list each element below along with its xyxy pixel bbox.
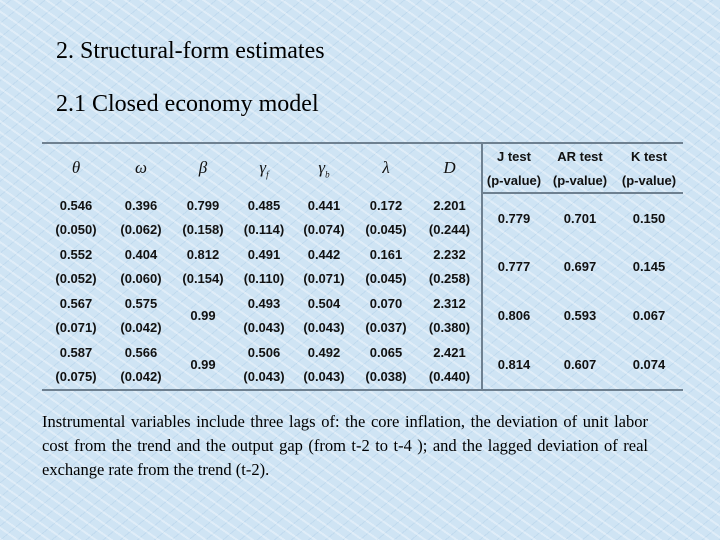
table-cell: 2.201 bbox=[433, 197, 466, 213]
header-row-params bbox=[42, 144, 683, 168]
table-cell: (0.045) bbox=[365, 222, 407, 238]
param-header: D bbox=[443, 157, 456, 177]
param-header: β bbox=[198, 157, 208, 177]
table-cell: (0.071) bbox=[303, 271, 345, 287]
param-header: $\gamma_f$ bbox=[259, 157, 269, 180]
table-cell: 0.99 bbox=[190, 357, 216, 372]
table-cell: 0.506 bbox=[247, 344, 281, 360]
test-cell: 0.806 bbox=[482, 291, 545, 340]
test-cell: 0.697 bbox=[563, 259, 597, 274]
test-cell: 0.777 bbox=[482, 242, 545, 291]
table-cell: 0.587 bbox=[59, 344, 93, 360]
test-subheader: (p-value) bbox=[545, 168, 615, 193]
test-header: J test bbox=[482, 144, 545, 168]
table-row-estimates bbox=[42, 193, 683, 218]
table-cell: (0.043) bbox=[303, 320, 345, 336]
slide-subtitle: 2.1 Closed economy model bbox=[56, 91, 319, 117]
table-cell: 0.442 bbox=[307, 246, 341, 262]
slide-title: 2. Structural-form estimates bbox=[56, 38, 325, 64]
table-cell: (0.440) bbox=[428, 369, 471, 385]
table-cell: (0.042) bbox=[120, 369, 162, 385]
table-cell: 2.232 bbox=[433, 246, 466, 262]
test-header: K test bbox=[630, 148, 668, 164]
table-cell: (0.075) bbox=[55, 369, 97, 385]
table-cell: 2.312 bbox=[433, 295, 466, 311]
table-cell: 0.799 bbox=[186, 197, 220, 213]
table-cell: (0.043) bbox=[243, 369, 285, 385]
test-cell: 0.814 bbox=[482, 340, 545, 389]
table-cell: (0.074) bbox=[303, 222, 345, 238]
table-cell: (0.052) bbox=[55, 271, 97, 287]
test-cell: 0.701 bbox=[563, 210, 597, 226]
table-cell: 0.485 bbox=[247, 197, 281, 213]
table-cell: (0.110) bbox=[243, 271, 285, 287]
table-cell: 0.172 bbox=[369, 197, 403, 213]
table-cell: 0.567 bbox=[59, 295, 93, 311]
table-cell: 0.99 bbox=[190, 308, 216, 323]
table-cell: 0.161 bbox=[369, 246, 403, 262]
test-header: AR test bbox=[557, 148, 603, 164]
table-cell: 0.441 bbox=[307, 197, 341, 213]
table-cell: 0.396 bbox=[124, 197, 158, 213]
table-cell: (0.043) bbox=[303, 369, 345, 385]
test-cell: 0.145 bbox=[632, 259, 666, 274]
table-cell: 0.070 bbox=[369, 295, 403, 311]
test-cell: 0.067 bbox=[632, 308, 666, 323]
table-cell: (0.050) bbox=[55, 222, 97, 238]
table-cell: 0.404 bbox=[124, 246, 158, 262]
table-cell: (0.244) bbox=[428, 222, 471, 238]
table-cell: 0.065 bbox=[369, 344, 403, 360]
test-cell: 0.150 bbox=[632, 210, 666, 226]
table-row-estimates bbox=[42, 242, 683, 267]
estimates-table-container bbox=[42, 142, 683, 391]
table-cell: (0.043) bbox=[243, 320, 285, 336]
table-cell: 0.575 bbox=[124, 295, 158, 311]
table-cell: (0.380) bbox=[428, 320, 471, 336]
table-cell: (0.042) bbox=[120, 320, 162, 336]
table-cell: 0.566 bbox=[124, 344, 158, 360]
table-cell: 0.491 bbox=[247, 246, 281, 262]
table-cell: (0.037) bbox=[365, 320, 407, 336]
table-cell: (0.071) bbox=[55, 320, 97, 336]
table-cell: 0.493 bbox=[247, 295, 281, 311]
table-cell: 0.552 bbox=[59, 246, 93, 262]
test-cell: 0.593 bbox=[563, 308, 597, 323]
test-cell: 0.607 bbox=[563, 357, 597, 372]
param-header: θ bbox=[71, 157, 81, 177]
test-subheader: (p-value) bbox=[482, 168, 545, 193]
table-cell: (0.154) bbox=[182, 271, 224, 287]
param-header: $\gamma_b$ bbox=[318, 157, 330, 180]
table-cell: (0.062) bbox=[120, 222, 162, 238]
table-cell: (0.060) bbox=[120, 271, 162, 287]
test-cell: 0.074 bbox=[632, 357, 666, 372]
param-header: ω bbox=[134, 157, 147, 177]
table-cell: 0.492 bbox=[307, 344, 341, 360]
table-cell: (0.158) bbox=[182, 222, 224, 238]
test-cell: 0.779 bbox=[482, 193, 545, 242]
table-cell: 0.546 bbox=[59, 197, 93, 213]
table-cell: (0.114) bbox=[243, 222, 285, 238]
table-row-estimates bbox=[42, 340, 683, 365]
param-header: λ bbox=[382, 157, 390, 177]
test-subheader: (p-value) bbox=[615, 168, 683, 193]
table-cell: 0.812 bbox=[186, 246, 220, 262]
estimates-table bbox=[42, 144, 683, 389]
table-cell: 2.421 bbox=[433, 344, 466, 360]
table-cell: (0.258) bbox=[428, 271, 471, 287]
table-cell: (0.045) bbox=[365, 271, 407, 287]
footnote: Instrumental variables include three lags of: the core inflation, the deviation of unit labor cost from the trend and the output gap (from t-2 to t-4 ); and the lagged deviation of real exchange rate from the trend (t-2). bbox=[42, 412, 648, 479]
table-cell: (0.038) bbox=[365, 369, 407, 385]
table-row-estimates bbox=[42, 291, 683, 316]
table-cell: 0.504 bbox=[307, 295, 341, 311]
